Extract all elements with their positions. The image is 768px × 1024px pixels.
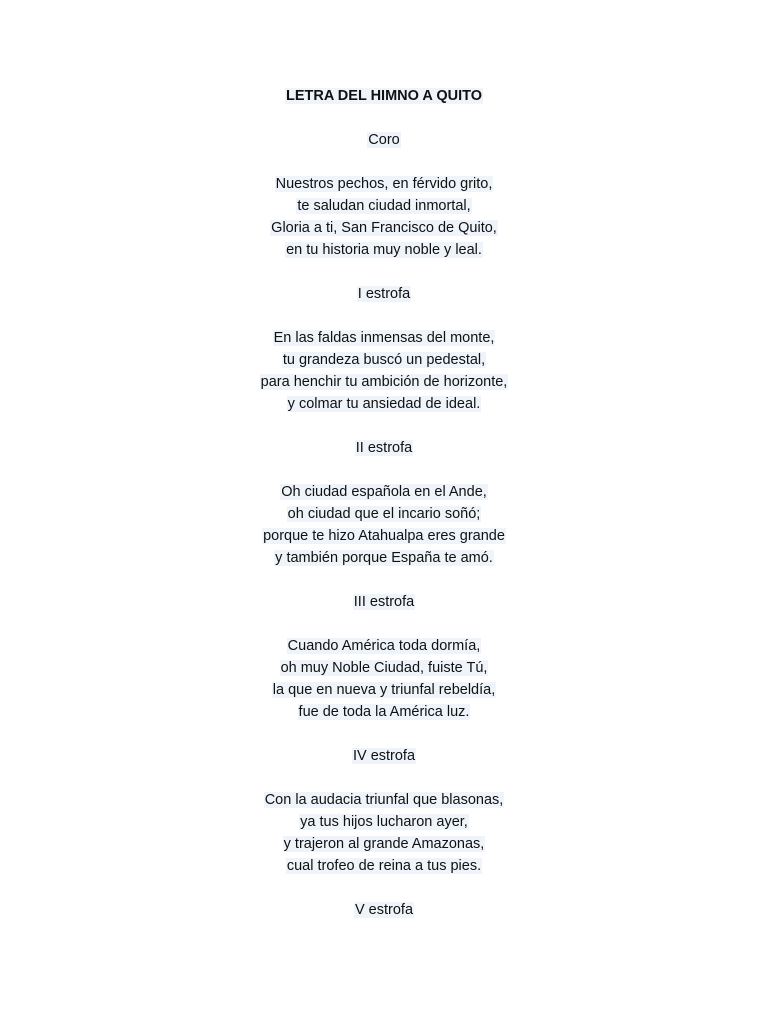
- verse-line: Nuestros pechos, en férvido grito,: [275, 176, 493, 192]
- section-heading-coro: Coro: [368, 132, 400, 148]
- verse-line: tu grandeza buscó un pedestal,: [282, 352, 486, 368]
- section-heading-estrofa-4: IV estrofa: [352, 748, 416, 764]
- verse-line: para henchir tu ambición de horizonte,: [260, 374, 508, 390]
- section-heading-estrofa-5: V estrofa: [354, 902, 414, 918]
- spacer: [0, 767, 768, 789]
- spacer: [0, 415, 768, 437]
- spacer: [0, 459, 768, 481]
- verse-line: y también porque España te amó.: [275, 550, 493, 566]
- spacer: [0, 107, 768, 129]
- verse-line: la que en nueva y triunfal rebeldía,: [272, 682, 496, 698]
- document-content: [0, 85, 768, 921]
- spacer: [0, 569, 768, 591]
- verse-line: y trajeron al grande Amazonas,: [283, 836, 485, 852]
- section-heading-estrofa-3: III estrofa: [353, 594, 415, 610]
- verse-line: te saludan ciudad inmortal,: [297, 198, 471, 214]
- spacer: [0, 723, 768, 745]
- verse-line: y colmar tu ansiedad de ideal.: [287, 396, 481, 412]
- spacer: [0, 877, 768, 899]
- spacer: [0, 613, 768, 635]
- verse-line: oh ciudad que el incario soñó;: [287, 506, 481, 522]
- verse-line: En las faldas inmensas del monte,: [273, 330, 495, 346]
- section-heading-estrofa-2: II estrofa: [355, 440, 413, 456]
- verse-line: Gloria a ti, San Francisco de Quito,: [271, 220, 497, 236]
- verse-line: Con la audacia triunfal que blasonas,: [264, 792, 504, 808]
- verse-line: ya tus hijos lucharon ayer,: [300, 814, 468, 830]
- spacer: [0, 261, 768, 283]
- document-title: LETRA DEL HIMNO A QUITO: [285, 88, 483, 104]
- verse-line: oh muy Noble Ciudad, fuiste Tú,: [280, 660, 488, 676]
- verse-line: fue de toda la América luz.: [298, 704, 470, 720]
- spacer: [0, 151, 768, 173]
- verse-line: cual trofeo de reina a tus pies.: [286, 858, 482, 874]
- section-heading-estrofa-1: I estrofa: [357, 286, 411, 302]
- verse-line: Oh ciudad española en el Ande,: [281, 484, 487, 500]
- spacer: [0, 305, 768, 327]
- verse-line: en tu historia muy noble y leal.: [286, 242, 482, 258]
- verse-line: porque te hizo Atahualpa eres grande: [263, 528, 505, 544]
- verse-line: Cuando América toda dormía,: [287, 638, 481, 654]
